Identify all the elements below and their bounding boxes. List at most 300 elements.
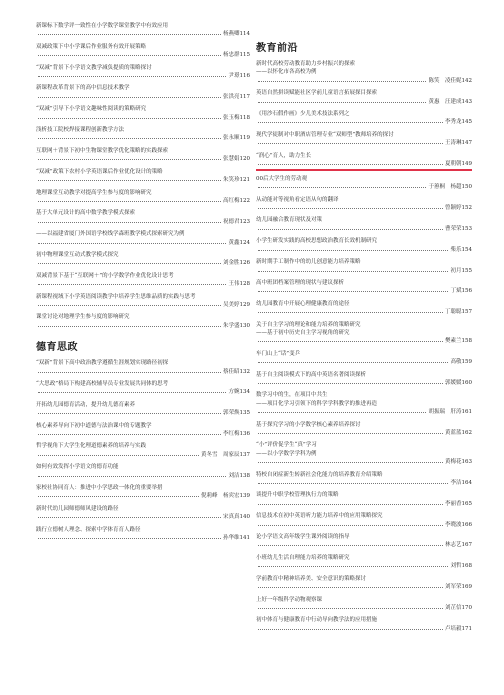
toc-entry[interactable] bbox=[256, 152, 472, 169]
toc-entry[interactable] bbox=[256, 596, 472, 613]
toc-entry[interactable] bbox=[36, 505, 250, 522]
toc-entry-title: 新时代幼儿园师德师风建设的路径 bbox=[36, 505, 119, 512]
toc-entry-title: ——以福建省厦门外国语学校线学森班教学模式探索研究为例 bbox=[36, 231, 185, 238]
toc-entry-page: 168 bbox=[461, 563, 472, 570]
toc-entry-meta bbox=[36, 218, 250, 226]
toc-entry-page: 134 bbox=[239, 389, 250, 396]
toc-entry-title: 如何有效发挥小学语文的德育功能 bbox=[36, 464, 119, 471]
toc-entry-page: 152 bbox=[461, 205, 472, 212]
toc-entry-title: 新时代高校劳动教育助力乡村振兴的探索 bbox=[256, 61, 356, 67]
toc-entry-meta bbox=[36, 51, 250, 59]
toc-entry-author: 朱笑珍 bbox=[222, 177, 240, 184]
toc-entry-page: 145 bbox=[461, 119, 472, 126]
toc-entry-author: 胡振瑞 肝涛 bbox=[428, 409, 462, 416]
toc-entry-page: 158 bbox=[461, 338, 472, 345]
toc-entry[interactable] bbox=[256, 471, 472, 488]
toc-entry-title: “双减”政策下农村小学英语课后作业优化设计的策略 bbox=[36, 168, 163, 175]
toc-entry-page: 165 bbox=[461, 500, 472, 507]
toc-entry-author: 黄蓝蓝 bbox=[444, 430, 462, 437]
toc-entry-page: 118 bbox=[239, 114, 250, 121]
toc-entry-page: 166 bbox=[461, 521, 472, 528]
dot-leader bbox=[38, 243, 226, 244]
toc-entry-title: 小班幼儿生活自理能力培养的策略研究 bbox=[256, 554, 350, 561]
dot-leader bbox=[258, 229, 443, 230]
toc-entry-meta bbox=[256, 458, 472, 466]
toc-entry[interactable] bbox=[256, 216, 472, 233]
toc-entry-title: 高中班团档案管理的现状与建议探析 bbox=[256, 279, 345, 286]
toc-entry[interactable] bbox=[256, 400, 472, 408]
toc-entry-meta bbox=[36, 239, 250, 247]
dot-leader bbox=[38, 326, 221, 327]
toc-right-column bbox=[256, 22, 472, 633]
dot-leader bbox=[258, 545, 443, 546]
toc-entry-author: 蔡佳昭 bbox=[222, 368, 240, 375]
toc-entry[interactable] bbox=[256, 131, 472, 139]
toc-entry-meta bbox=[36, 301, 250, 309]
toc-entry-meta bbox=[256, 308, 472, 316]
toc-entry-title: 论小学语文高年级学生课外阅读的指导 bbox=[256, 534, 350, 541]
toc-entry-title: 车门山上“话”变乒 bbox=[256, 350, 301, 357]
dot-leader bbox=[258, 102, 426, 103]
dot-leader bbox=[38, 305, 221, 306]
toc-entry-meta bbox=[36, 134, 250, 142]
toc-entry-page: 156 bbox=[461, 288, 472, 295]
toc-entry[interactable] bbox=[256, 279, 472, 296]
dot-leader bbox=[258, 122, 443, 123]
toc-entry-page: 122 bbox=[239, 197, 250, 204]
toc-entry-title: 上好一年级科学动物观察课 bbox=[256, 596, 323, 603]
toc-entry-title: “润心”育人，助力生长 bbox=[256, 152, 312, 159]
toc-entry-title: 关于自主学习的理论和能力培养的策略研究 bbox=[256, 321, 361, 328]
toc-entry[interactable] bbox=[256, 421, 472, 438]
toc-entry[interactable] bbox=[36, 526, 250, 543]
toc-entry-title: 幼儿园教育中开展心理健康教育的途径 bbox=[256, 300, 350, 307]
toc-entry-author: 王涛琳 bbox=[444, 140, 462, 147]
toc-entry[interactable] bbox=[36, 442, 250, 459]
toc-entry[interactable] bbox=[36, 64, 250, 81]
toc-entry-page: 128 bbox=[239, 281, 250, 288]
dot-leader bbox=[258, 566, 448, 567]
toc-entry-meta bbox=[36, 72, 250, 80]
dot-leader bbox=[38, 180, 221, 181]
dot-leader bbox=[38, 159, 221, 160]
toc-entry-author: 曾颖婷 bbox=[444, 205, 462, 212]
toc-entry-title: 00后大学生的劳动观 bbox=[256, 175, 307, 182]
dot-leader bbox=[258, 208, 443, 209]
toc-entry-author: 吴美婷 bbox=[222, 301, 240, 308]
toc-entry-meta bbox=[256, 183, 472, 191]
toc-entry-author: 方婉 bbox=[228, 389, 240, 396]
dot-leader bbox=[258, 462, 443, 463]
toc-entry-title: 《用沙石假作画》少儿美术技法系列之 bbox=[256, 111, 350, 118]
toc-entry-page: 159 bbox=[461, 359, 472, 366]
toc-entry-author: 刘芷信 bbox=[444, 604, 462, 611]
toc-entry-meta bbox=[36, 30, 250, 38]
toc-entry[interactable] bbox=[256, 68, 472, 85]
section-title-frontier: 教育前沿 bbox=[256, 43, 298, 54]
toc-entry-author: 李洁 bbox=[450, 480, 462, 487]
toc-entry-meta bbox=[256, 77, 472, 85]
toc-entry-title: ——基于初中历史自主学习视角的研究 bbox=[256, 329, 350, 336]
toc-entry-meta bbox=[256, 541, 472, 549]
toc-entry[interactable] bbox=[256, 554, 472, 571]
toc-entry-meta bbox=[36, 114, 250, 122]
toc-entry-author: 李红梅 bbox=[222, 431, 240, 438]
toc-entry-meta bbox=[256, 225, 472, 233]
toc-entry-meta bbox=[36, 513, 250, 521]
toc-entry-author: 黄冬雪 周家辰 bbox=[200, 451, 240, 458]
toc-entry[interactable] bbox=[36, 272, 250, 289]
toc-entry[interactable] bbox=[36, 380, 250, 397]
toc-entry-author: 黄惠 汪建成 bbox=[428, 98, 462, 105]
toc-entry-meta bbox=[256, 287, 472, 295]
toc-entry-page: 141 bbox=[239, 535, 250, 542]
toc-entry-title: 谈提升中职学校管理执行力的策略 bbox=[256, 492, 339, 499]
dot-leader bbox=[258, 271, 448, 272]
toc-entry-page: 167 bbox=[461, 542, 472, 549]
dot-leader bbox=[38, 434, 221, 435]
toc-entry-author: 于蕙桐 杨超 bbox=[428, 184, 462, 191]
dot-leader bbox=[258, 587, 443, 588]
toc-entry[interactable] bbox=[36, 313, 250, 330]
dot-leader bbox=[38, 76, 226, 77]
toc-entry-author: 柴乐 bbox=[450, 246, 462, 253]
toc-entry[interactable] bbox=[256, 196, 472, 213]
toc-entry-page: 116 bbox=[239, 73, 250, 80]
toc-entry-title: 初中体育与健康教育中行动导向教学法的应用措施 bbox=[256, 617, 378, 624]
toc-entry-author: 林志艺 bbox=[444, 542, 462, 549]
toc-entry-page: 138 bbox=[239, 472, 250, 479]
toc-moral-list bbox=[36, 359, 250, 542]
toc-entry-title: 幼儿园融合教育现状及对策 bbox=[256, 217, 323, 224]
toc-entry-author: 卢培毅 bbox=[444, 625, 462, 632]
toc-entry[interactable] bbox=[36, 463, 250, 480]
toc-entry-author: 张慧娟 bbox=[222, 156, 240, 163]
toc-entry-author: 丁斌 bbox=[450, 288, 462, 295]
toc-entry-meta bbox=[36, 197, 250, 205]
toc-entry-meta bbox=[256, 500, 472, 508]
toc-entry-title: 数学习中的生，在项目中共生 bbox=[256, 392, 328, 399]
dot-leader bbox=[38, 538, 221, 539]
toc-entry[interactable] bbox=[256, 60, 472, 68]
dot-leader bbox=[258, 341, 443, 342]
dot-leader bbox=[38, 476, 226, 477]
toc-entry-page: 171 bbox=[461, 625, 472, 632]
toc-entry-meta bbox=[256, 160, 472, 168]
toc-entry-meta bbox=[256, 204, 472, 212]
toc-entry-title: 哲学视角下大学生化理道德素养的培养与实践 bbox=[36, 443, 147, 450]
dot-leader bbox=[38, 496, 199, 497]
toc-entry-page: 142 bbox=[461, 77, 472, 84]
toc-entry-title: 双减政策下中小学课后作业服务有效开展策略 bbox=[36, 43, 147, 50]
toc-entry-meta bbox=[36, 322, 250, 330]
dot-leader bbox=[258, 164, 443, 165]
toc-frontier-list bbox=[256, 60, 472, 633]
toc-entry-meta bbox=[36, 472, 250, 480]
toc-entry-title: 开拓幼儿园德育活动，提升幼儿德育素养 bbox=[36, 401, 136, 408]
toc-entry-meta bbox=[36, 492, 250, 500]
toc-entry[interactable] bbox=[256, 89, 472, 97]
toc-entry-title: 基于大单元设计的高中数学教学模式探索 bbox=[36, 210, 136, 217]
toc-entry[interactable] bbox=[36, 401, 250, 418]
toc-entry-author: 朱学盛 bbox=[222, 322, 240, 329]
toc-entry[interactable] bbox=[256, 258, 472, 275]
toc-entry-author: 夏朝朝 bbox=[444, 161, 462, 168]
toc-entry-author: 曹荣荣 bbox=[444, 225, 462, 232]
toc-entry-meta bbox=[256, 139, 472, 147]
toc-entry-meta bbox=[256, 583, 472, 591]
dot-leader bbox=[38, 372, 221, 373]
toc-entry[interactable] bbox=[256, 521, 472, 529]
dot-leader bbox=[38, 222, 221, 223]
toc-entry-author: 张玉梅 bbox=[222, 114, 240, 121]
dot-leader bbox=[38, 97, 221, 98]
toc-entry-page: 143 bbox=[461, 98, 472, 105]
toc-entry-meta bbox=[36, 155, 250, 163]
toc-entry-author: 郭媛媛 bbox=[444, 379, 462, 386]
toc-entry-title: 现代学徒制对中职酒店管理专业“双师型”教师培养的探讨 bbox=[256, 131, 394, 138]
toc-entry-page: 139 bbox=[239, 493, 250, 500]
section-title-moral: 德育思政 bbox=[36, 342, 78, 354]
dot-leader bbox=[258, 383, 443, 384]
toc-entry-title: ——以小学数学学科为例 bbox=[256, 450, 317, 457]
toc-entry-title: 基于自主阅读模式下的高中英语名著阅读探析 bbox=[256, 371, 367, 378]
toc-entry-title: 从动能对等视角看定语从句的翻译 bbox=[256, 196, 339, 203]
dot-leader bbox=[258, 629, 443, 630]
toc-entry-author: 刘军荣 bbox=[444, 584, 462, 591]
toc-entry[interactable] bbox=[36, 168, 250, 185]
toc-entry-page: 117 bbox=[239, 93, 250, 100]
dot-leader bbox=[258, 412, 426, 413]
toc-entry-meta bbox=[36, 93, 250, 101]
dot-leader bbox=[38, 118, 221, 119]
toc-entry-author: 丁聪聪 bbox=[444, 309, 462, 316]
dot-leader bbox=[258, 250, 448, 251]
dot-leader bbox=[258, 362, 448, 363]
toc-entry-author: 杨燕卿 bbox=[222, 31, 240, 38]
dot-leader bbox=[258, 483, 448, 484]
toc-entry-page: 162 bbox=[461, 430, 472, 437]
toc-entry-title: 英语自然拼读赋能社区学前儿童语言拓展探目探索 bbox=[256, 90, 378, 97]
toc-entry[interactable] bbox=[256, 533, 472, 550]
toc-entry-page: 147 bbox=[461, 140, 472, 147]
toc-entry-title: “双减”引导下小学语文趣味性阅读的策略研究 bbox=[36, 106, 147, 113]
toc-entry-meta bbox=[256, 379, 472, 387]
toc-entry-title: ——以怀化市各高校为例 bbox=[256, 69, 317, 76]
dot-leader bbox=[258, 143, 443, 144]
toc-entry-author: 张洪亮 bbox=[222, 93, 240, 100]
dot-leader bbox=[258, 187, 426, 188]
toc-entry[interactable] bbox=[256, 139, 472, 147]
toc-entry-page: 120 bbox=[239, 156, 250, 163]
toc-entry-meta bbox=[256, 246, 472, 254]
toc-entry-page: 124 bbox=[239, 239, 250, 246]
toc-entry[interactable] bbox=[36, 43, 250, 60]
toc-entry[interactable] bbox=[36, 126, 250, 143]
toc-entry-title: 浅析技工院校焊接课程创新教学方法 bbox=[36, 127, 125, 134]
dot-leader bbox=[258, 312, 443, 313]
toc-entry-page: 126 bbox=[239, 260, 250, 267]
toc-entry[interactable] bbox=[36, 422, 250, 439]
toc-entry-page: 154 bbox=[461, 246, 472, 253]
toc-entry-author: 刘哲 bbox=[450, 563, 462, 570]
toc-entry-title: 家校社协同育人：推进中小学思政一体化的重要举措 bbox=[36, 485, 163, 492]
toc-entry-author: 张永顺 bbox=[222, 135, 240, 142]
toc-entry-title: “双减”背景下小学语文教学减负提质的策略探讨 bbox=[36, 64, 152, 71]
toc-entry-meta bbox=[36, 176, 250, 184]
toc-entry-author: 刘金胜 bbox=[222, 260, 240, 267]
toc-entry-author: 李晓波 bbox=[444, 521, 462, 528]
toc-entry-meta bbox=[36, 451, 250, 459]
toc-entry-meta bbox=[256, 408, 472, 416]
toc-entry-meta bbox=[36, 409, 250, 417]
toc-entry-title: 新课标下数学评一致性在小学数学课堂教学中有效应用 bbox=[36, 23, 169, 29]
toc-entry-page: 132 bbox=[239, 368, 250, 375]
toc-entry-meta bbox=[36, 280, 250, 288]
toc-entry[interactable] bbox=[256, 441, 472, 449]
dot-leader bbox=[258, 608, 443, 609]
toc-entry-title: 课堂讨论对地理学生参与度的影响研究 bbox=[36, 314, 130, 321]
toc-entry-page: 163 bbox=[461, 459, 472, 466]
toc-entry-title: 核心素养导向下初中道德与法治课中的专题教学 bbox=[36, 422, 152, 429]
toc-entry-author: 黄鑫 bbox=[228, 239, 240, 246]
toc-left-top-list bbox=[36, 22, 250, 330]
dot-leader bbox=[38, 263, 221, 264]
toc-entry[interactable] bbox=[256, 350, 472, 367]
toc-entry-page: 149 bbox=[461, 161, 472, 168]
toc-entry-author: 倪莉峰 杨宾宏 bbox=[200, 493, 240, 500]
toc-entry-meta bbox=[256, 479, 472, 487]
toc-entry-page: 161 bbox=[461, 409, 472, 416]
toc-entry-title: “大思政”格局下构建高校辅导员专业发展共同体的思考 bbox=[36, 381, 169, 387]
toc-entry-author: 杨忠群 bbox=[222, 52, 240, 59]
toc-entry[interactable] bbox=[256, 329, 472, 346]
toc-entry[interactable] bbox=[256, 616, 472, 633]
toc-entry[interactable] bbox=[36, 359, 250, 376]
toc-entry-page: 155 bbox=[461, 267, 472, 274]
toc-entry-author: 樊素兰 bbox=[444, 338, 462, 345]
toc-entry-meta bbox=[256, 267, 472, 275]
dot-leader bbox=[258, 81, 426, 82]
toc-entry-title: 信息技术在初中英语听力能力培养中的应用策略探究 bbox=[256, 513, 383, 520]
toc-entry-author: 尹璟 bbox=[228, 73, 240, 80]
toc-entry[interactable] bbox=[256, 321, 472, 329]
toc-entry[interactable] bbox=[36, 84, 250, 101]
toc-entry-title: 学前教育中精神培养美、安全意识的策略探讨 bbox=[256, 575, 367, 582]
toc-entry[interactable] bbox=[256, 491, 472, 508]
toc-entry-title: “小”评价促学生“真”学习 bbox=[256, 442, 317, 449]
toc-entry-title: 基于探究学习的小学数学核心素养培养探讨 bbox=[256, 421, 361, 428]
toc-entry-page: 119 bbox=[239, 135, 250, 142]
toc-entry-title: 互联网＋背景下初中生物课堂教学优化策略的实践探索 bbox=[36, 147, 169, 154]
toc-entry-title: 新时期手工制作中的幼儿创意能力培养策略 bbox=[256, 259, 361, 266]
dot-leader bbox=[38, 413, 221, 414]
toc-entry[interactable] bbox=[36, 105, 250, 122]
toc-entry[interactable] bbox=[256, 575, 472, 592]
toc-entry-title: 初中物理课堂互动式教学模式探究 bbox=[36, 251, 119, 258]
toc-entry[interactable] bbox=[36, 147, 250, 164]
toc-entry-author: 祝德君 bbox=[222, 218, 240, 225]
toc-entry-page: 130 bbox=[239, 322, 250, 329]
toc-entry[interactable] bbox=[36, 230, 250, 247]
toc-entry-page: 153 bbox=[461, 225, 472, 232]
toc-entry-meta bbox=[256, 625, 472, 633]
toc-entry[interactable] bbox=[256, 450, 472, 467]
toc-left-column bbox=[36, 22, 250, 543]
toc-entry[interactable] bbox=[256, 110, 472, 127]
toc-entry-meta bbox=[256, 521, 472, 529]
toc-entry-author: 郭荣焕 bbox=[222, 410, 240, 417]
toc-entry-author: 高敬 bbox=[450, 359, 462, 366]
toc-entry[interactable] bbox=[256, 512, 472, 520]
toc-entry-meta bbox=[256, 562, 472, 570]
toc-entry-title: 新课程改革背景下的高中信息技术教学 bbox=[36, 85, 130, 92]
dot-leader bbox=[258, 525, 443, 526]
dot-leader bbox=[38, 55, 221, 56]
toc-entry-page: 157 bbox=[461, 309, 472, 316]
toc-entry[interactable] bbox=[256, 371, 472, 388]
toc-entry-title: “双新”背景下高中政治教学遵循生涯规划实现路径初探 bbox=[36, 360, 169, 367]
toc-entry-author: 高红梅 bbox=[222, 197, 240, 204]
dot-leader bbox=[38, 201, 221, 202]
toc-entry-title: 践行立德树人理念、探索中学体育育人路径 bbox=[36, 526, 141, 533]
toc-entry-page: 114 bbox=[239, 31, 250, 38]
toc-entry-meta bbox=[36, 388, 250, 396]
toc-entry-page: 160 bbox=[461, 379, 472, 386]
toc-entry[interactable] bbox=[256, 98, 472, 106]
toc-entry[interactable] bbox=[36, 22, 250, 39]
toc-entry[interactable] bbox=[36, 484, 250, 501]
toc-entry[interactable] bbox=[256, 408, 472, 416]
toc-entry-title: 特校自闭症新生转新社会化能力的培养教育介绍策略 bbox=[256, 471, 383, 478]
toc-entry-author: 李丽香 bbox=[444, 500, 462, 507]
toc-entry-page: 129 bbox=[239, 301, 250, 308]
toc-entry[interactable] bbox=[36, 251, 250, 268]
toc-entry-title: ——项目化学习引领下的科学学科教学的推进再造 bbox=[256, 400, 378, 407]
highlight-underline bbox=[256, 169, 472, 170]
toc-entry-author: 黄梅花 bbox=[444, 459, 462, 466]
toc-entry-meta bbox=[256, 98, 472, 106]
toc-entry-author: 宋真真 bbox=[222, 514, 240, 521]
toc-entry-author: 孙华维 bbox=[222, 535, 240, 542]
toc-entry[interactable] bbox=[256, 300, 472, 317]
toc-entry-meta bbox=[36, 368, 250, 376]
dot-leader bbox=[38, 284, 226, 285]
toc-entry[interactable] bbox=[256, 175, 472, 192]
toc-entry[interactable] bbox=[256, 237, 472, 254]
toc-entry-title: 新课程视域下小学英语阅读教学中培养学生思维品质的实践与思考 bbox=[36, 293, 196, 300]
toc-entry[interactable] bbox=[36, 209, 250, 226]
dot-leader bbox=[38, 34, 221, 35]
dot-leader bbox=[258, 291, 448, 292]
dot-leader bbox=[38, 392, 226, 393]
toc-entry-meta bbox=[256, 429, 472, 437]
toc-entry-title: 小学生研发实践的高校思想政治教育长效机制研究 bbox=[256, 238, 378, 245]
toc-entry-page: 137 bbox=[239, 451, 250, 458]
toc-entry-meta bbox=[256, 118, 472, 126]
toc-entry[interactable] bbox=[256, 391, 472, 399]
dot-leader bbox=[38, 455, 199, 456]
toc-entry-page: 123 bbox=[239, 218, 250, 225]
toc-entry-page: 121 bbox=[239, 177, 250, 184]
toc-entry-meta bbox=[256, 337, 472, 345]
toc-entry-author: 李秀龙 bbox=[444, 119, 462, 126]
toc-entry-title: 双减背景下基于“互联网＋”的小学数学作业优化设计思考 bbox=[36, 272, 174, 279]
toc-entry[interactable] bbox=[36, 293, 250, 310]
toc-entry-meta bbox=[36, 430, 250, 438]
toc-entry[interactable] bbox=[36, 189, 250, 206]
toc-entry-page: 136 bbox=[239, 431, 250, 438]
